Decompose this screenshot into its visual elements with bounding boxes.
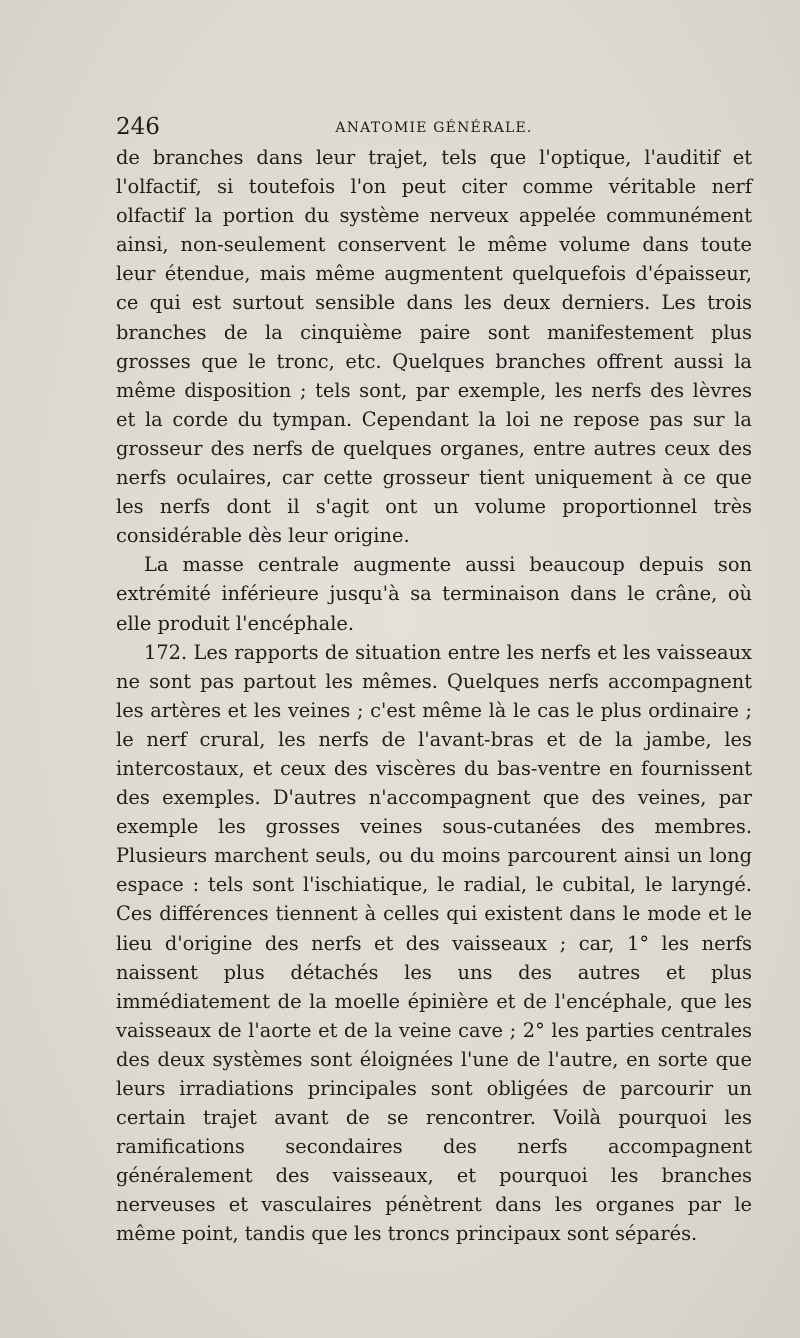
paragraph-section-172: 172. Les rapports de situation entre les nerfs et les vaisseaux ne sont pas partout les mêmes. Quelques nerfs accompagnent les artères et les veines ; c'est même là le cas le plus ordinaire ; le nerf crural, les nerfs de l'avant-bras et de la jambe, les intercostaux, et ceux des viscères du bas-ventre en fournissent des exemples. D'autres n'accompagnent que des veines, par exemple les grosses veines sous-cutanées des membres. Plusieurs marchent seuls, ou du moins parcourent ainsi un long espace : tels sont l'ischiatique, le radial, le cubital, le laryngé. Ces différences tiennent à celles qui existent dans le mode et le lieu d'origine des nerfs et des vaisseaux ; car, 1° les nerfs naissent plus détachés les uns des autres et plus immédiatement de la moelle épinière et de l'encéphale, que les vaisseaux de l'aorte et de la veine cave ; 2° les parties centrales des deux systèmes sont éloignées l'une de l'autre, en sorte que leurs irradiations principales sont obligées de parcourir un certain trajet avant de se rencontrer. Voilà pourquoi les ramifications secondaires des nerfs accompagnent généralement des vaisseaux, et pourquoi les branches nerveuses et vasculaires pénètrent dans les organes par le même point, tandis que les troncs principaux sont séparés. <box>116 640 752 1246</box>
paragraph-continuation: de branches dans leur trajet, tels que l'optique, l'auditif et l'olfactif, si toutefois l'on peut citer comme véritable nerf olfactif la portion du système nerveux appelée communément ainsi, non-seulement conservent le même volume dans toute leur étendue, mais même augmentent quelquefois d'épaisseur, ce qui est surtout sensible dans les deux derniers. Les trois branches de la cinquième paire sont manifestement plus grosses que le tronc, etc. Quelques branches offrent aussi la même disposition ; tels sont, par exemple, les nerfs des lèvres et la corde du tympan. Cependant la loi ne repose pas sur la grosseur des nerfs de quelques organes, entre autres ceux des nerfs oculaires, car cette grosseur tient uniquement à ce que les nerfs dont il s'agit ont un volume proportionnel très considérable dès leur origine. <box>116 146 752 548</box>
page-header <box>116 112 752 142</box>
body-text <box>116 143 752 1249</box>
paragraph-masse-centrale: La masse centrale augmente aussi beaucoup depuis son extrémité inférieure jusqu'à sa terminaison dans le crâne, où elle produit l'encéphale. <box>116 553 752 635</box>
page-number: 246 <box>116 114 160 140</box>
running-title: ANATOMIE GÉNÉRALE. <box>335 120 533 136</box>
